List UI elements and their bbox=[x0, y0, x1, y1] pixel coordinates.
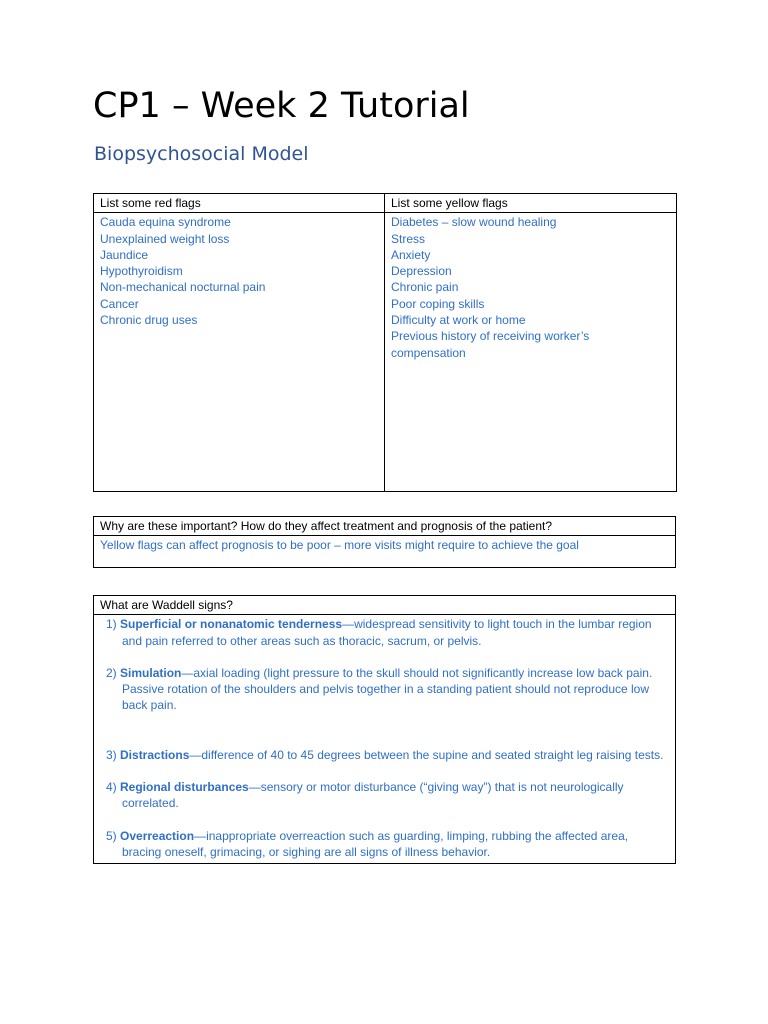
flags-table-body-row bbox=[94, 213, 677, 492]
list-item: Jaundice bbox=[100, 247, 149, 262]
yellow-flags-header: List some yellow flags bbox=[385, 194, 677, 213]
flags-table bbox=[93, 193, 677, 492]
list-item: Difficulty at work or home bbox=[391, 313, 526, 328]
sign-term: Overreaction bbox=[120, 828, 195, 843]
list-item: Stress bbox=[391, 231, 426, 246]
list-item: Diabetes – slow wound healing bbox=[391, 215, 557, 230]
list-item: Unexplained weight loss bbox=[100, 231, 230, 246]
section-subtitle: Biopsychosocial Model bbox=[94, 143, 309, 165]
sign-number: 3) bbox=[106, 747, 117, 762]
waddell-question: What are Waddell signs? bbox=[94, 596, 676, 615]
list-item: Chronic drug uses bbox=[100, 313, 198, 328]
sign-number: 1) bbox=[106, 617, 117, 632]
list-item: Hypothyroidism bbox=[100, 264, 183, 279]
list-item: Depression bbox=[391, 264, 452, 279]
list-item: Chronic pain bbox=[391, 280, 459, 295]
sign-description: —inappropriate overreaction such as guarding, limping, rubbing the affected area, bracing oneself, grimacing, or sighing are all signs of illness behavior. bbox=[122, 828, 629, 859]
sign-term: Simulation bbox=[120, 665, 182, 680]
sign-description: —sensory or motor disturbance (“giving way”) that is not neurologically correlated. bbox=[122, 780, 624, 811]
list-item: Cancer bbox=[100, 296, 139, 311]
waddell-table bbox=[93, 595, 676, 864]
waddell-signs-list bbox=[94, 615, 676, 864]
list-item: Cauda equina syndrome bbox=[100, 215, 231, 230]
red-flags-list bbox=[94, 213, 385, 492]
list-item: Previous history of receiving worker’s compensation bbox=[391, 329, 590, 360]
red-flags-header: List some red flags bbox=[94, 194, 385, 213]
sign-description: —axial loading (light pressure to the skull should not significantly increase low back pain. Passive rotation of the shoulders and pelvis together in a standing patient should not reproduce low back pain. bbox=[122, 665, 653, 713]
importance-question: Why are these important? How do they affect treatment and prognosis of the patient? bbox=[94, 517, 676, 536]
page-title: CP1 – Week 2 Tutorial bbox=[93, 86, 470, 126]
sign-term: Regional disturbances bbox=[120, 780, 249, 795]
importance-body-row bbox=[94, 536, 676, 568]
sign-number: 2) bbox=[106, 665, 117, 680]
sign-term: Distractions bbox=[120, 747, 190, 762]
list-item bbox=[100, 747, 669, 763]
waddell-body-row bbox=[94, 615, 676, 864]
sign-description: —widespread sensitivity to light touch in the lumbar region and pain referred to other areas such as thoracic, sacrum, or pelvis. bbox=[122, 617, 652, 648]
importance-answer: Yellow flags can affect prognosis to be poor – more visits might require to achieve the goal bbox=[94, 536, 676, 568]
list-item: Poor coping skills bbox=[391, 296, 485, 311]
list-item: Anxiety bbox=[391, 247, 431, 262]
list-item bbox=[100, 665, 669, 714]
list-item bbox=[100, 779, 669, 812]
sign-description: —difference of 40 to 45 degrees between the supine and seated straight leg raising tests. bbox=[189, 747, 664, 762]
importance-table bbox=[93, 516, 676, 568]
list-item: Non-mechanical nocturnal pain bbox=[100, 280, 266, 295]
yellow-flags-list bbox=[385, 213, 677, 492]
list-item bbox=[100, 828, 669, 861]
importance-header-row bbox=[94, 517, 676, 536]
sign-term: Superficial or nonanatomic tenderness bbox=[120, 617, 343, 632]
waddell-header-row bbox=[94, 596, 676, 615]
sign-number: 4) bbox=[106, 780, 117, 795]
flags-table-header-row bbox=[94, 194, 677, 213]
sign-number: 5) bbox=[106, 828, 117, 843]
list-item bbox=[100, 616, 669, 649]
